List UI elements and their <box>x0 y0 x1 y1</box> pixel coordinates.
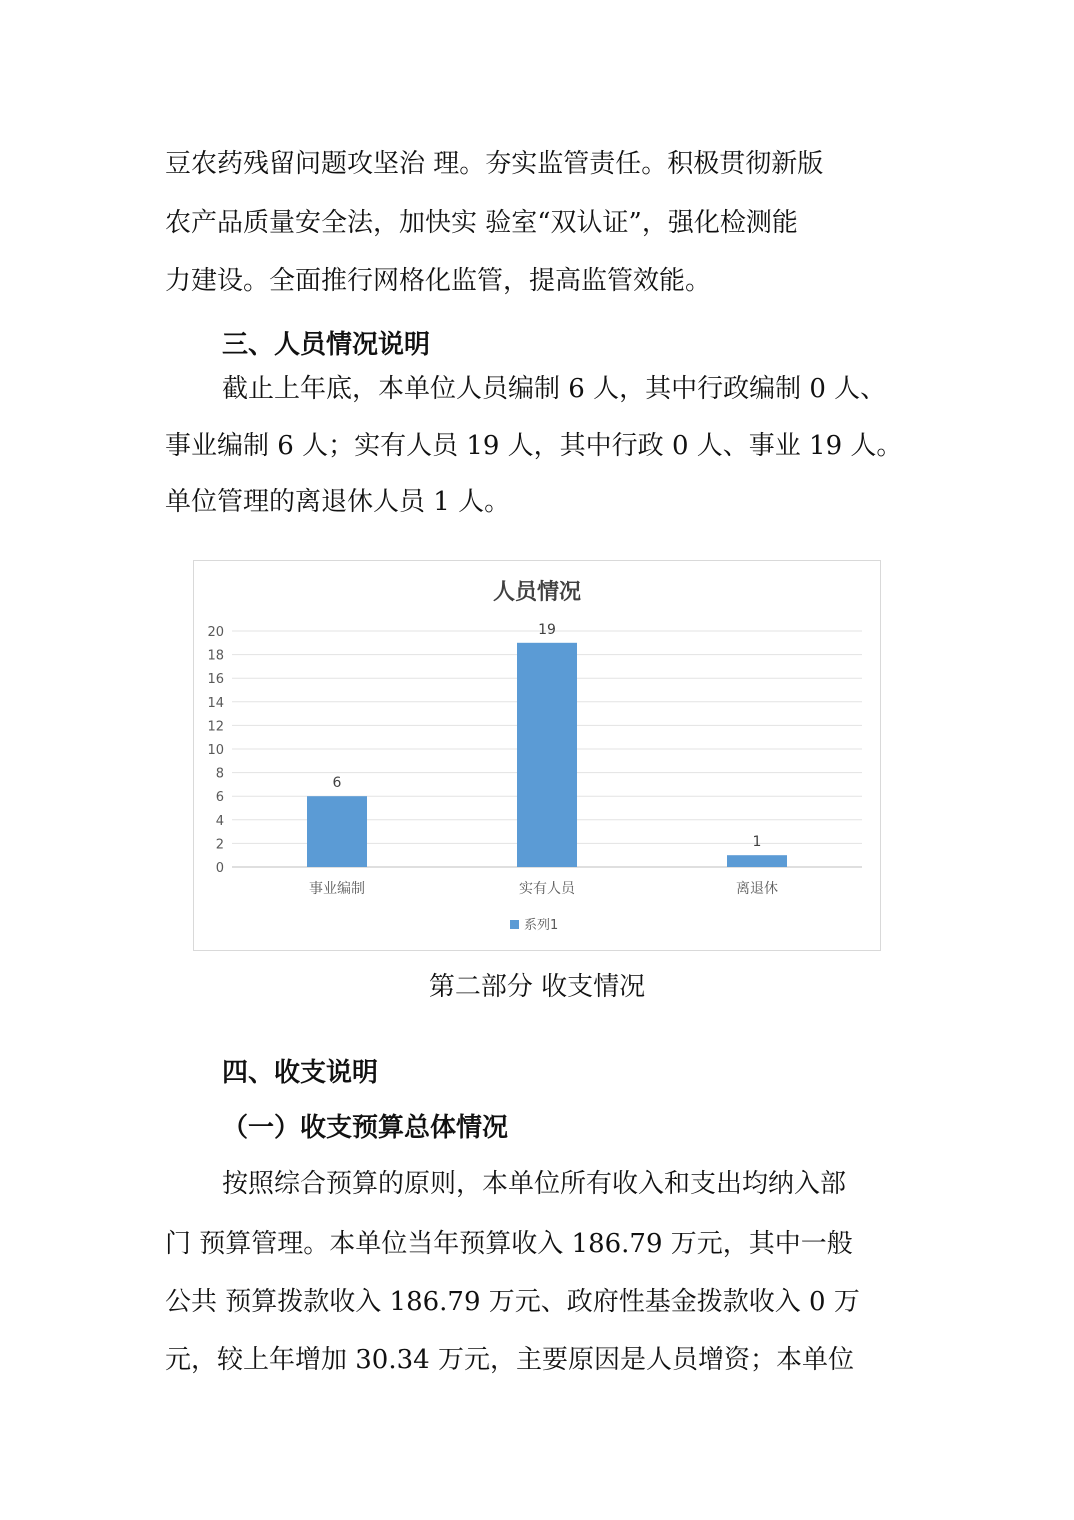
body-line: 公共 预算拨款收入 186.79 万元、政府性基金拨款收入 0 万 <box>165 1287 860 1317</box>
body-line: 农产品质量安全法，加快实 验室“双认证”，强化检测能 <box>165 208 798 238</box>
data-label: 19 <box>538 621 556 638</box>
legend-swatch <box>510 920 519 929</box>
y-tick-label: 14 <box>207 695 224 711</box>
body-line: 豆农药残留问题攻坚治 理。夯实监管责任。积极贯彻新版 <box>165 149 824 179</box>
y-tick-label: 10 <box>207 743 224 758</box>
y-tick-label: 2 <box>215 837 224 853</box>
body-line: 单位管理的离退休人员 1 人。 <box>165 487 511 517</box>
body-line: 截止上年底，本单位人员编制 6 人，其中行政编制 0 人、 <box>222 374 887 404</box>
section-heading: 三、人员情况说明 <box>222 330 431 360</box>
data-label: 1 <box>752 834 762 851</box>
y-tick-label: 4 <box>215 813 224 829</box>
body-line: 力建设。全面推行网格化监管，提高监管效能。 <box>165 266 712 296</box>
body-line: 按照综合预算的原则，本单位所有收入和支出均纳入部 <box>222 1169 847 1199</box>
y-tick-label: 20 <box>207 625 224 640</box>
bar <box>517 643 577 867</box>
x-tick-label: 实有人员 <box>519 881 575 897</box>
x-tick-label: 离退休 <box>736 881 778 897</box>
chart-svg <box>194 561 880 950</box>
chart-title: 人员情况 <box>492 580 582 605</box>
y-tick-label: 8 <box>215 766 224 782</box>
body-line: 元，较上年增加 30.34 万元，主要原因是人员增资；本单位 <box>165 1345 854 1375</box>
legend-label: 系列1 <box>524 918 559 933</box>
bar <box>307 796 367 867</box>
y-tick-label: 18 <box>207 648 224 664</box>
y-tick-label: 0 <box>215 861 224 876</box>
y-tick-label: 12 <box>207 719 224 735</box>
y-tick-label: 16 <box>207 672 224 688</box>
bar <box>727 855 787 867</box>
y-tick-label: 6 <box>215 790 224 806</box>
section-heading: 四、收支说明 <box>222 1058 379 1088</box>
personnel-chart <box>193 560 881 951</box>
body-line: 事业编制 6 人；实有人员 19 人，其中行政 0 人、事业 19 人。 <box>165 431 903 461</box>
x-tick-label: 事业编制 <box>309 881 365 897</box>
body-line: 门 预算管理。本单位当年预算收入 186.79 万元，其中一般 <box>165 1229 853 1259</box>
part-title: 第二部分 收支情况 <box>428 972 646 1002</box>
data-label: 6 <box>332 775 342 792</box>
subsection-heading: （一）收支预算总体情况 <box>222 1113 509 1143</box>
